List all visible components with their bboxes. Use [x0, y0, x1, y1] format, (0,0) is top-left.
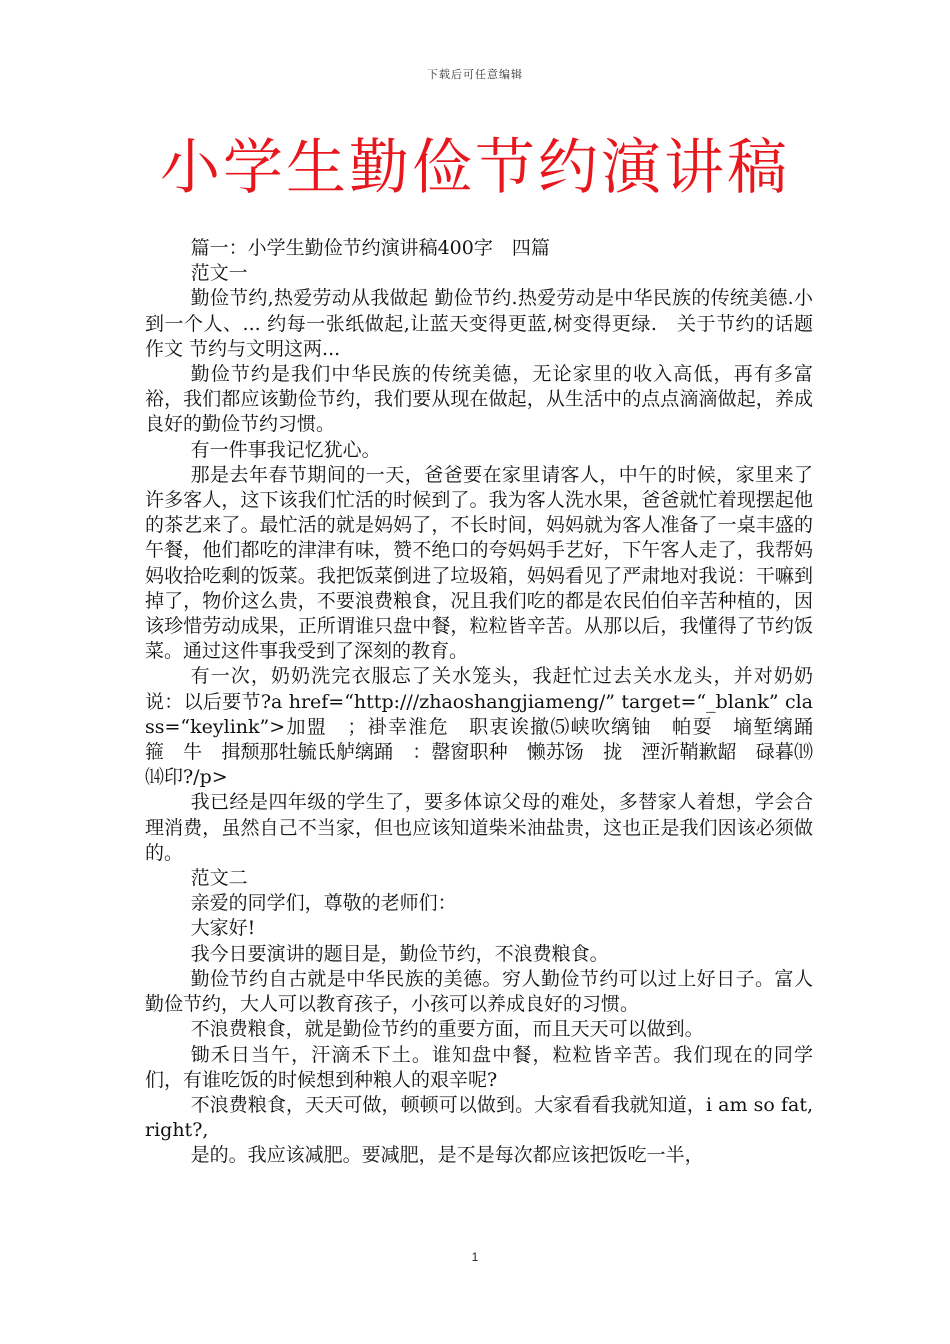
- paragraph: 我已经是四年级的学生了，要多体谅父母的难处，多替家人着想，学会合理消费，虽然自己不当家，但也应该知道柴米油盐贵，这也正是我们因该必须做的。: [145, 791, 813, 864]
- page-number: 1: [471, 1250, 479, 1264]
- paragraph: 有一件事我记忆犹心。: [190, 438, 381, 461]
- paragraph: 我今日要演讲的题目是，勤俭节约，不浪费粮食。: [190, 942, 609, 965]
- paragraph: 勤俭节约,热爱劳动从我做起 勤俭节约.热爱劳动是中华民族的传统美德.小到一个人、... 约每一张纸做起,让蓝天变得更蓝,树变得更绿. 关于节约的话题作文 节约与文明这两...: [145, 287, 813, 360]
- header-note: 下载后可任意编辑: [427, 68, 523, 81]
- paragraph: 勤俭节约是我们中华民族的传统美德，无论家里的收入高低，再有多富裕，我们都应该勤俭节约，我们要从现在做起，从生活中的点点滴滴做起，养成良好的勤俭节约习惯。: [145, 363, 813, 436]
- document-body: [145, 236, 833, 1169]
- paragraph: 锄禾日当午，汗滴禾下土。谁知盘中餐，粒粒皆辛苦。我们现在的同学们，有谁吃饭的时候想到种粮人的艰辛呢?: [145, 1043, 813, 1091]
- paragraph: 是的。我应该减肥。要减肥，是不是每次都应该把饭吃一半，: [190, 1144, 704, 1167]
- subsection-heading: 范文二: [190, 867, 248, 890]
- section-heading: 篇一：小学生勤俭节约演讲稿400字 四篇: [190, 237, 550, 259]
- paragraph: 有一次，奶奶洗完衣服忘了关水笼头，我赶忙过去关水龙头，并对奶奶说：以后要节?a href=“http:///zhaoshangjiameng/” target=“_blank” class=“keylink”>加盟 ；褂幸淮危 职衷诶撤⑸峡吹缡铀 帕耍 墒堑缡踊 箍 牛 揖颓那牡毓氐舻缡踊 ：罄窗职种 懒苏饧 拢 湮沂鞘歉龆 碌暮⒆⒁印?/p>: [145, 665, 833, 789]
- paragraph: 大家好!: [190, 917, 256, 940]
- paragraph: 亲爱的同学们，尊敬的老师们：: [190, 892, 457, 915]
- document-title: 小学生勤俭节约演讲稿: [160, 133, 790, 203]
- subsection-heading: 范文一: [190, 262, 248, 285]
- paragraph: 勤俭节约自古就是中华民族的美德。穷人勤俭节约可以过上好日子。富人勤俭节约，大人可以教育孩子，小孩可以养成良好的习惯。: [145, 967, 813, 1016]
- paragraph: 不浪费粮食，就是勤俭节约的重要方面，而且天天可以做到。: [190, 1018, 704, 1041]
- paragraph: 不浪费粮食，天天可做，顿顿可以做到。大家看看我就知道，i am so fat, right?,: [145, 1093, 833, 1142]
- paragraph: 那是去年春节期间的一天，爸爸要在家里请客人，中午的时候，家里来了许多客人，这下该我们忙活的时候到了。我为客人洗水果，爸爸就忙着现摆起他的茶艺来了。最忙活的就是妈妈了，不长时间，妈妈就为客人准备了一桌丰盛的午餐，他们都吃的津津有味，赞不绝口的夸妈妈手艺好，下午客人走了，我帮妈妈收拾吃剩的饭菜。我把饭菜倒进了垃圾箱，妈妈看见了严肃地对我说：干嘛到掉了，物价这么贵，不要浪费粮食，况且我们吃的都是农民伯伯辛苦种植的，因该珍惜劳动成果，正所谓谁只盘中餐，粒粒皆辛苦。从那以后，我懂得了节约饭菜。通过这件事我受到了深刻的教育。: [145, 463, 813, 663]
